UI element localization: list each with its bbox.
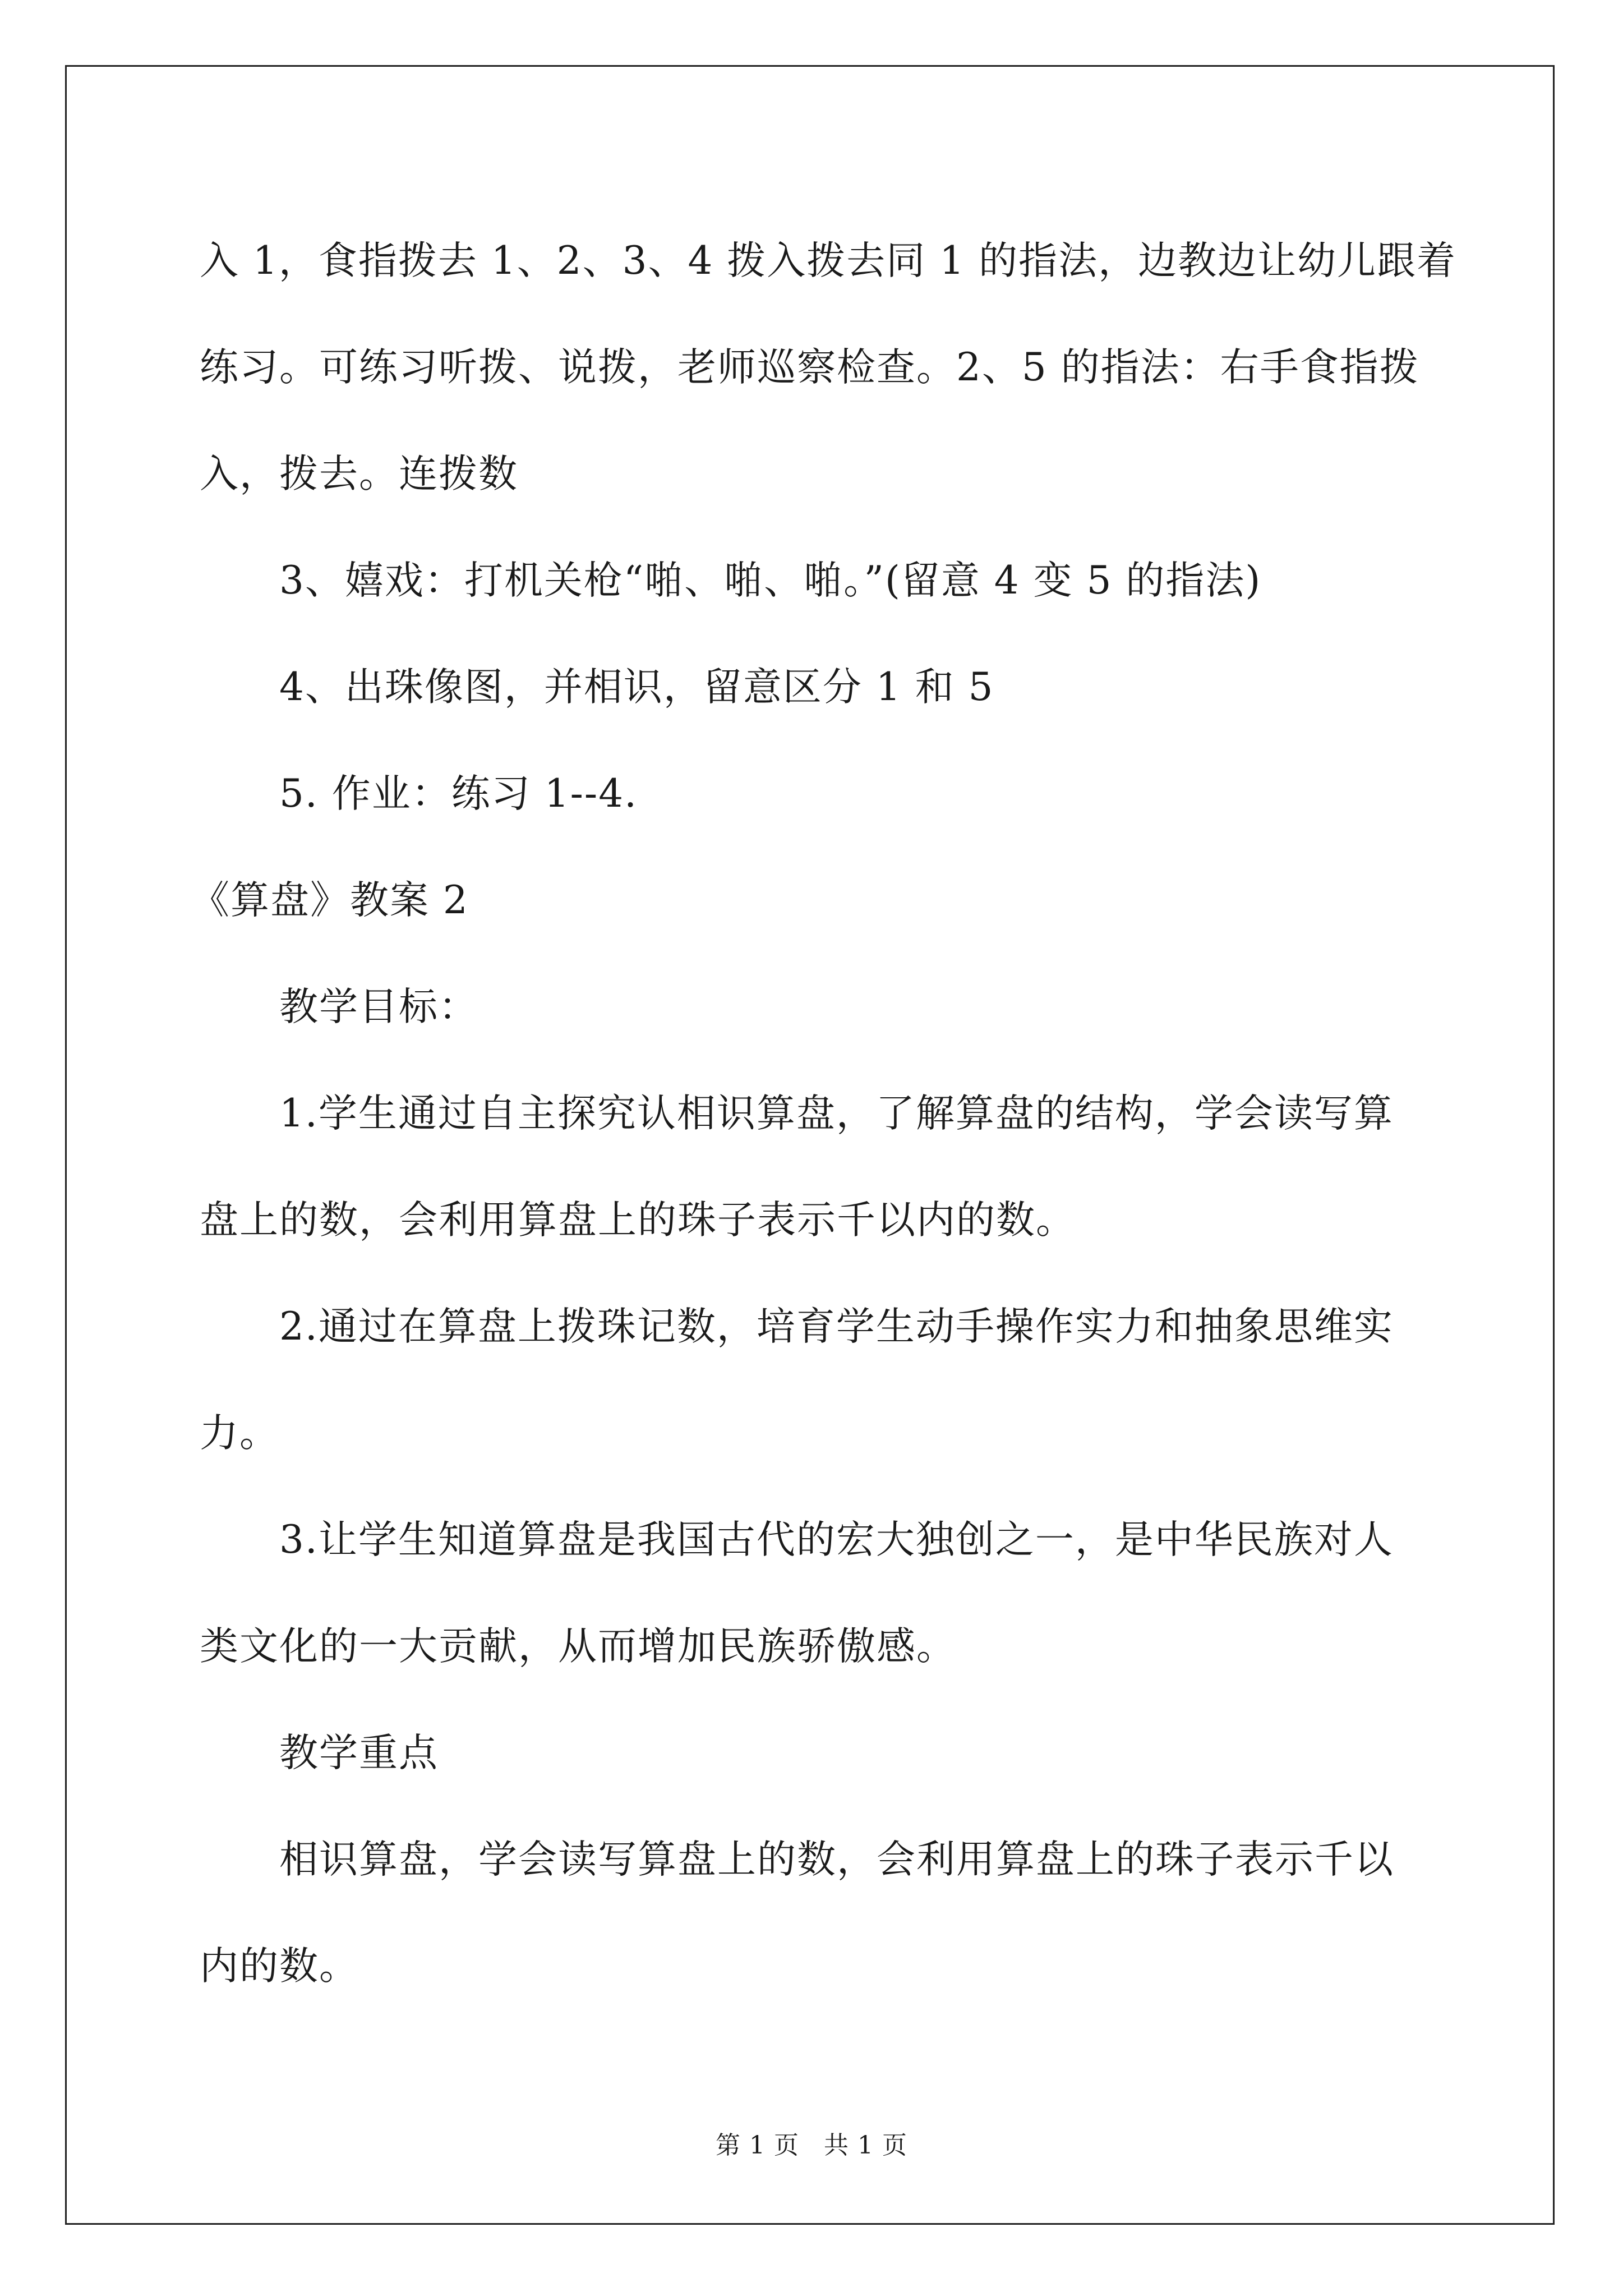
text-line: 内的数。: [200, 1944, 359, 1989]
page-footer: [0, 2125, 1623, 2161]
text-line: 类文化的一大贡献，从而增加民族骄傲感。: [200, 1624, 956, 1669]
text-line: 入，拨去。连拨数: [200, 452, 518, 496]
paragraph: 3、嬉戏：打机关枪“啪、啪、啪。”(留意 4 变 5 的指法): [279, 558, 1262, 603]
paragraph: 2.通过在算盘上拨珠记数，培育学生动手操作实力和抽象思维实: [279, 1304, 1394, 1349]
subheading-key-points: 教学重点: [279, 1731, 439, 1775]
paragraph: 相识算盘，学会读写算盘上的数，会利用算盘上的珠子表示千以: [279, 1837, 1394, 1882]
text-line: 练习。可练习听拨、说拨，老师巡察检查。2、5 的指法：右手食指拨: [200, 345, 1419, 390]
subheading-objectives: 教学目标：: [279, 984, 478, 1029]
text-line: 力。: [200, 1411, 279, 1456]
document-body: [191, 208, 1457, 2019]
paragraph: 5. 作业：练习 1--4.: [279, 771, 638, 816]
section-heading: 《算盘》教案 2: [191, 878, 469, 923]
paragraph: 3.让学生知道算盘是我国古代的宏大独创之一，是中华民族对人: [279, 1517, 1394, 1562]
text-line: 入 1，食指拨去 1、2、3、4 拨入拨去同 1 的指法，边教边让幼儿跟着: [200, 238, 1457, 283]
page-number: 第 1 页: [716, 2131, 799, 2160]
text-line: 盘上的数，会利用算盘上的珠子表示千以内的数。: [200, 1198, 1076, 1243]
page-total: 共 1 页: [824, 2131, 907, 2160]
paragraph: 1.学生通过自主探究认相识算盘，了解算盘的结构，学会读写算: [279, 1091, 1394, 1136]
paragraph: 4、出珠像图，并相识，留意区分 1 和 5: [279, 665, 994, 710]
